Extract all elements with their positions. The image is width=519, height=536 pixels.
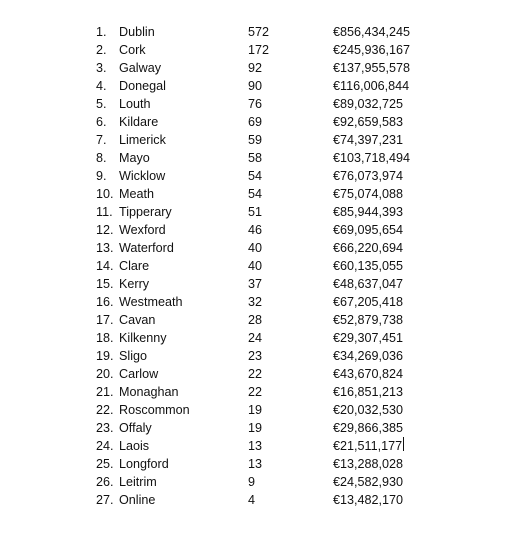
amount-cell: €29,307,451 (333, 331, 404, 345)
amount-cell: €16,851,213 (333, 385, 404, 399)
count-cell: 13 (248, 439, 263, 453)
table-row (0, 329, 519, 347)
county-cell: Meath (119, 187, 155, 201)
amount-cell: €245,936,167 (333, 43, 411, 57)
count-cell: 46 (248, 223, 263, 237)
count-cell: 23 (248, 349, 263, 363)
table-row (0, 365, 519, 383)
table-row (0, 95, 519, 113)
amount-cell: €116,006,844 (333, 79, 410, 93)
amount-cell: €137,955,578 (333, 61, 411, 75)
amount-cell: €29,866,385 (333, 421, 404, 435)
count-cell: 28 (248, 313, 263, 327)
rank-cell: 3. (96, 61, 107, 75)
amount-cell: €66,220,694 (333, 241, 404, 255)
table-row (0, 149, 519, 167)
county-cell: Kilkenny (119, 331, 167, 345)
table-row (0, 293, 519, 311)
count-cell: 76 (248, 97, 263, 111)
rank-cell: 26. (96, 475, 114, 489)
rank-cell: 13. (96, 241, 114, 255)
county-cell: Kildare (119, 115, 159, 129)
rank-cell: 19. (96, 349, 114, 363)
rank-cell: 25. (96, 457, 114, 471)
county-cell: Clare (119, 259, 150, 273)
rank-cell: 2. (96, 43, 107, 57)
count-cell: 19 (248, 421, 263, 435)
count-cell: 22 (248, 367, 263, 381)
amount-cell: €76,073,974 (333, 169, 404, 183)
rank-cell: 9. (96, 169, 107, 183)
count-cell: 59 (248, 133, 263, 147)
county-cell: Cork (119, 43, 146, 57)
rank-cell: 6. (96, 115, 107, 129)
table-row (0, 221, 519, 239)
county-cell: Roscommon (119, 403, 190, 417)
county-cell: Dublin (119, 25, 155, 39)
table-row (0, 41, 519, 59)
table-row (0, 473, 519, 491)
count-cell: 13 (248, 457, 263, 471)
amount-cell: €20,032,530 (333, 403, 404, 417)
amount-cell: €103,718,494 (333, 151, 411, 165)
table-row (0, 437, 519, 455)
table-row (0, 239, 519, 257)
table-row (0, 455, 519, 473)
table-row (0, 401, 519, 419)
county-cell: Laois (119, 439, 150, 453)
count-cell: 172 (248, 43, 270, 57)
county-cell: Sligo (119, 349, 148, 363)
count-cell: 37 (248, 277, 263, 291)
rank-cell: 5. (96, 97, 107, 111)
county-cell: Cavan (119, 313, 156, 327)
rank-cell: 20. (96, 367, 114, 381)
rank-cell: 11. (96, 205, 113, 219)
amount-cell: €13,288,028 (333, 457, 404, 471)
county-cell: Wicklow (119, 169, 166, 183)
amount-cell: €74,397,231 (333, 133, 404, 147)
county-cell: Limerick (119, 133, 166, 147)
amount-cell: €24,582,930 (333, 475, 404, 489)
amount-cell: €856,434,245 (333, 25, 411, 39)
count-cell: 90 (248, 79, 263, 93)
amount-cell: €75,074,088 (333, 187, 404, 201)
rank-cell: 23. (96, 421, 114, 435)
amount-cell: €21,511,177 (333, 439, 403, 453)
amount-cell: €60,135,055 (333, 259, 404, 273)
county-cell: Donegal (119, 79, 166, 93)
table-row (0, 383, 519, 401)
rank-cell: 12. (96, 223, 114, 237)
county-cell: Westmeath (119, 295, 183, 309)
table-row (0, 23, 519, 41)
county-cell: Longford (119, 457, 169, 471)
count-cell: 19 (248, 403, 263, 417)
count-cell: 4 (248, 493, 256, 507)
count-cell: 51 (248, 205, 263, 219)
table-row (0, 113, 519, 131)
count-cell: 24 (248, 331, 263, 345)
county-cell: Offaly (119, 421, 152, 435)
rank-cell: 1. (96, 25, 107, 39)
amount-cell: €13,482,170 (333, 493, 404, 507)
county-cell: Mayo (119, 151, 150, 165)
table-row (0, 185, 519, 203)
rank-cell: 24. (96, 439, 114, 453)
count-cell: 54 (248, 187, 263, 201)
county-cell: Monaghan (119, 385, 179, 399)
count-cell: 572 (248, 25, 270, 39)
count-cell: 32 (248, 295, 263, 309)
county-cell: Galway (119, 61, 161, 75)
table-row (0, 491, 519, 509)
count-cell: 40 (248, 241, 263, 255)
table-row (0, 419, 519, 437)
rank-cell: 7. (96, 133, 107, 147)
table-row (0, 311, 519, 329)
amount-cell: €85,944,393 (333, 205, 404, 219)
table-row (0, 59, 519, 77)
county-cell: Waterford (119, 241, 174, 255)
rank-cell: 17. (96, 313, 114, 327)
text-cursor (403, 437, 404, 451)
rank-cell: 14. (96, 259, 114, 273)
count-cell: 92 (248, 61, 263, 75)
table-row (0, 347, 519, 365)
rank-cell: 8. (96, 151, 107, 165)
count-cell: 54 (248, 169, 263, 183)
rank-cell: 27. (96, 493, 114, 507)
amount-cell: €34,269,036 (333, 349, 404, 363)
rank-cell: 16. (96, 295, 114, 309)
rank-cell: 10. (96, 187, 114, 201)
rank-cell: 4. (96, 79, 107, 93)
county-cell: Tipperary (119, 205, 172, 219)
rank-cell: 18. (96, 331, 114, 345)
county-cell: Kerry (119, 277, 150, 291)
amount-cell: €69,095,654 (333, 223, 404, 237)
count-cell: 40 (248, 259, 263, 273)
count-cell: 58 (248, 151, 263, 165)
amount-cell: €92,659,583 (333, 115, 404, 129)
amount-cell: €48,637,047 (333, 277, 404, 291)
rank-cell: 15. (96, 277, 114, 291)
count-cell: 22 (248, 385, 263, 399)
count-cell: 69 (248, 115, 263, 129)
amount-cell: €43,670,824 (333, 367, 404, 381)
table-row (0, 275, 519, 293)
rank-cell: 22. (96, 403, 114, 417)
county-cell: Online (119, 493, 156, 507)
count-cell: 9 (248, 475, 256, 489)
table-row (0, 257, 519, 275)
rank-cell: 21. (96, 385, 114, 399)
table-row (0, 77, 519, 95)
amount-cell: €89,032,725 (333, 97, 404, 111)
county-cell: Wexford (119, 223, 166, 237)
county-cell: Leitrim (119, 475, 157, 489)
amount-cell: €67,205,418 (333, 295, 404, 309)
table-row (0, 203, 519, 221)
amount-cell: €52,879,738 (333, 313, 404, 327)
table-row (0, 167, 519, 185)
table-row (0, 131, 519, 149)
county-cell: Louth (119, 97, 151, 111)
county-cell: Carlow (119, 367, 159, 381)
